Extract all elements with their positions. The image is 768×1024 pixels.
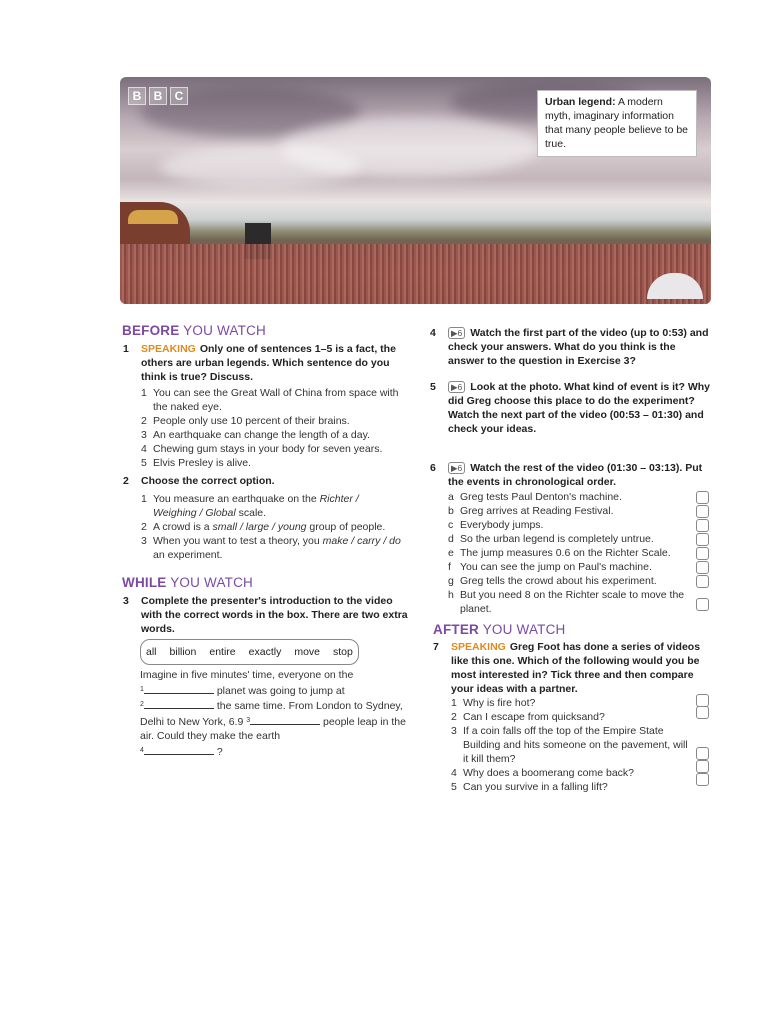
question-6-list — [448, 490, 688, 616]
tick-checkbox[interactable] — [696, 760, 709, 773]
video-icon: ▶6 — [448, 327, 465, 339]
question-2: 2 Choose the correct option. — [123, 475, 275, 487]
list-item: 4 Chewing gum stays in your body for seven years. — [141, 443, 383, 455]
list-item: 1 You can see the Great Wall of China from space with the naked eye. — [141, 387, 399, 413]
bbc-logo: B B C — [128, 87, 188, 105]
question-2-list — [141, 492, 403, 562]
order-checkbox[interactable] — [696, 533, 709, 546]
tick-checkbox[interactable] — [696, 706, 709, 719]
question-1-list — [141, 386, 401, 470]
question-5: 5 ▶6 Look at the photo. What kind of event is it? Why did Greg choose this place to do the experiment? Watch the next part of the video (00:53 – 01:30) and check your ideas. — [430, 381, 711, 435]
list-item: b Greg arrives at Reading Festival. — [448, 505, 614, 517]
order-checkbox[interactable] — [696, 561, 709, 574]
legend-term: Urban legend: — [545, 96, 616, 108]
word-box: all billion entire exactly move stop — [140, 639, 359, 665]
list-item: 3 An earthquake can change the length of a day. — [141, 429, 370, 441]
list-item: 1 You measure an earthquake on the Richter / Weighing / Global scale. — [141, 493, 359, 519]
order-checkbox[interactable] — [696, 505, 709, 518]
tick-checkbox[interactable] — [696, 773, 709, 786]
list-item: g Greg tells the crowd about his experiment. — [448, 575, 657, 587]
list-item: h But you need 8 on the Richter scale to move the planet. — [448, 589, 685, 615]
question-1: 1 SPEAKING Only one of sentences 1–5 is a fact, the others are urban legends. Which sentence do you think is true? Discuss. — [123, 343, 396, 383]
question-6: 6 ▶6 Watch the rest of the video (01:30 – 03:13). Put the events in chronological order. — [430, 462, 703, 488]
gap-fill-paragraph: Imagine in five minutes' time, everyone on the $^1$ planet was going to jump at $^2$ the same time. From London to Sydney, Delhi to New York, 6.9 $^3$ people leap in the air. Could they make the earth $^4$ ? — [140, 669, 406, 758]
stage-structure — [120, 202, 190, 244]
list-item: 5 Elvis Presley is alive. — [141, 457, 252, 469]
while-you-watch-heading: WHILE YOU WATCH — [122, 575, 254, 590]
list-item: 2 A crowd is a small / large / young group of people. — [141, 521, 386, 533]
question-4: 4 ▶6 Watch the first part of the video (up to 0:53) and check your answers. What do you think is the answer to the question in Exercise 3? — [430, 327, 709, 367]
gap-3-field[interactable] — [250, 714, 320, 725]
tick-checkbox[interactable] — [696, 747, 709, 760]
list-item: 3 When you want to test a theory, you make / carry / do an experiment. — [141, 535, 401, 561]
legend-definition: A modern myth, imaginary information that many people believe to be true. — [545, 96, 689, 150]
video-icon: ▶6 — [448, 381, 465, 393]
question-3: 3 Complete the presenter's introduction to the video with the correct words in the box. There are two extra words. — [123, 595, 408, 635]
order-checkbox[interactable] — [696, 547, 709, 560]
order-checkbox[interactable] — [696, 519, 709, 532]
before-you-watch-heading: BEFORE YOU WATCH — [122, 323, 266, 338]
list-item: 4 Why does a boomerang come back? — [451, 767, 635, 779]
list-item: c Everybody jumps. — [448, 519, 544, 531]
after-you-watch-heading: AFTER YOU WATCH — [433, 622, 566, 637]
crowd — [120, 244, 711, 304]
list-item: a Greg tests Paul Denton's machine. — [448, 491, 622, 503]
urban-legend-definition — [537, 90, 697, 157]
list-item: 2 People only use 10 percent of their brains. — [141, 415, 350, 427]
list-item: 2 Can I escape from quicksand? — [451, 711, 605, 723]
list-item: d So the urban legend is completely untrue. — [448, 533, 654, 545]
list-item: f You can see the jump on Paul's machine. — [448, 561, 652, 573]
list-item: 5 Can you survive in a falling lift? — [451, 781, 608, 793]
order-checkbox[interactable] — [696, 491, 709, 504]
question-7: 7 SPEAKING Greg Foot has done a series of videos like this one. Which of the following would you be most interested in? Tick three and then compare your ideas with a partner. — [433, 641, 701, 695]
video-icon: ▶6 — [448, 462, 465, 474]
gap-1-field[interactable] — [144, 683, 214, 694]
cloud-shape — [160, 147, 360, 187]
list-item: 3 If a coin falls off the top of the Empire State Building and hits someone on the pavement, will it kill them? — [451, 725, 688, 765]
list-item: 1 Why is fire hot? — [451, 697, 536, 709]
order-checkbox[interactable] — [696, 575, 709, 588]
gap-2-field[interactable] — [144, 698, 214, 709]
gap-4-field[interactable] — [144, 744, 214, 755]
question-7-list — [451, 696, 689, 794]
order-checkbox[interactable] — [696, 598, 709, 611]
list-item: e The jump measures 0.6 on the Richter Scale. — [448, 547, 671, 559]
